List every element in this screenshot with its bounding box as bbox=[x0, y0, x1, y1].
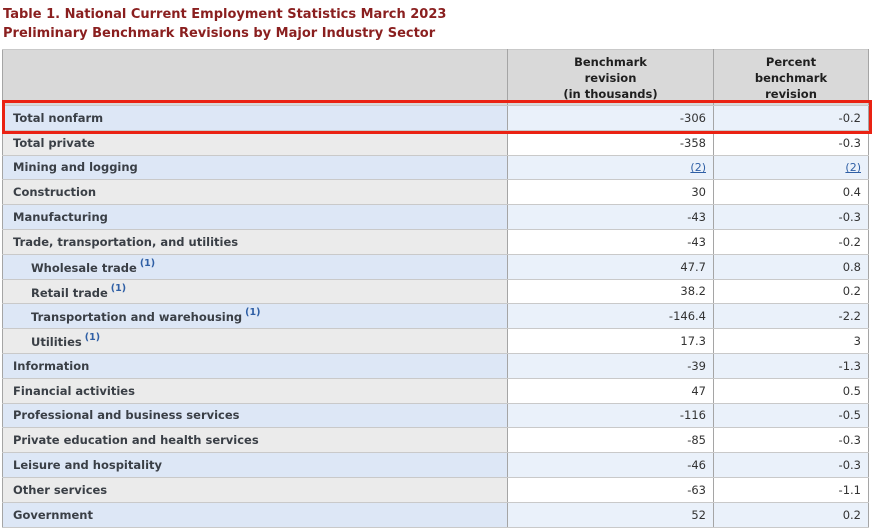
footnote-2-link[interactable]: (2) bbox=[690, 161, 706, 175]
industry-label-cell bbox=[3, 378, 508, 403]
footnote-1-link[interactable]: (1) bbox=[84, 332, 101, 344]
percent-revision-value: -0.3 bbox=[838, 210, 861, 225]
benchmark-revision-cell bbox=[508, 130, 714, 155]
benchmark-revision-cell bbox=[508, 304, 714, 329]
footnote-1-link[interactable]: (1) bbox=[139, 257, 156, 269]
percent-revision-cell bbox=[714, 254, 869, 279]
percent-revision-value: -0.2 bbox=[838, 110, 861, 125]
percent-revision-cell bbox=[714, 180, 869, 205]
benchmark-revision-cell bbox=[508, 329, 714, 354]
benchmark-revision-value: -358 bbox=[679, 135, 706, 150]
table-row bbox=[3, 155, 869, 180]
percent-revision-cell bbox=[714, 229, 869, 254]
stub-column-header bbox=[3, 50, 508, 106]
percent-revision-cell bbox=[714, 130, 869, 155]
percent-revision-cell bbox=[714, 428, 869, 453]
table-row bbox=[3, 353, 869, 378]
table-row bbox=[3, 403, 869, 428]
percent-revision-cell bbox=[714, 279, 869, 304]
table-row bbox=[3, 304, 869, 329]
percent-revision-value: -0.3 bbox=[838, 433, 861, 448]
benchmark-revision-value: 17.3 bbox=[680, 334, 706, 349]
header-line: Percent bbox=[765, 54, 817, 69]
table-title-line1: Table 1. National Current Employment Statistics March 2023 bbox=[3, 7, 447, 22]
industry-label-cell bbox=[3, 180, 508, 205]
benchmark-revision-cell bbox=[508, 106, 714, 131]
benchmark-revision-cell bbox=[508, 254, 714, 279]
table-title-block bbox=[3, 5, 875, 43]
benchmark-revision-value: 52 bbox=[691, 507, 706, 522]
benchmark-revision-value: 47.7 bbox=[680, 259, 706, 274]
benchmark-revision-cell bbox=[508, 353, 714, 378]
benchmark-revision-value: -146.4 bbox=[668, 309, 706, 324]
percent-revision-value: -0.2 bbox=[838, 234, 861, 249]
benchmark-revision-cell bbox=[508, 403, 714, 428]
industry-label: Wholesale trade bbox=[31, 260, 137, 275]
employment-statistics-table bbox=[2, 49, 869, 528]
industry-label-cell bbox=[3, 329, 508, 354]
industry-label: Retail trade bbox=[31, 285, 108, 300]
table-body bbox=[3, 106, 869, 528]
benchmark-revision-cell bbox=[508, 205, 714, 230]
benchmark-revision-value: -43 bbox=[687, 210, 706, 225]
industry-label: Construction bbox=[13, 185, 97, 200]
header-line: revision bbox=[765, 86, 817, 101]
benchmark-revision-cell bbox=[508, 180, 714, 205]
table-row bbox=[3, 205, 869, 230]
percent-revision-cell bbox=[714, 477, 869, 502]
percent-revision-cell bbox=[714, 353, 869, 378]
footnote-1-link[interactable]: (1) bbox=[110, 282, 127, 294]
percent-revision-value: 0.2 bbox=[842, 507, 861, 522]
benchmark-revision-column-header bbox=[508, 50, 714, 106]
percent-revision-value: -1.1 bbox=[838, 482, 861, 497]
industry-label-cell bbox=[3, 428, 508, 453]
benchmark-revision-value: 38.2 bbox=[680, 284, 706, 299]
table-row bbox=[3, 477, 869, 502]
header-line: (in thousands) bbox=[563, 86, 658, 101]
table-title-line2: Preliminary Benchmark Revisions by Major Industry Sector bbox=[3, 26, 436, 41]
percent-revision-cell bbox=[714, 205, 869, 230]
percent-revision-cell bbox=[714, 329, 869, 354]
benchmark-revision-value: -85 bbox=[687, 433, 706, 448]
table-row bbox=[3, 254, 869, 279]
benchmark-revision-value: -306 bbox=[679, 110, 706, 125]
percent-revision-value: -0.3 bbox=[838, 135, 861, 150]
benchmark-revision-value: -43 bbox=[687, 234, 706, 249]
industry-label: Private education and health services bbox=[13, 433, 259, 448]
benchmark-revision-value: 30 bbox=[691, 185, 706, 200]
industry-label: Leisure and hospitality bbox=[13, 458, 163, 473]
table-row bbox=[3, 428, 869, 453]
percent-revision-value: 0.2 bbox=[842, 284, 861, 299]
table-row bbox=[3, 378, 869, 403]
percent-revision-cell bbox=[714, 453, 869, 478]
industry-label: Financial activities bbox=[13, 383, 135, 398]
percent-revision-value: -0.3 bbox=[838, 458, 861, 473]
industry-label-cell bbox=[3, 279, 508, 304]
industry-label-cell bbox=[3, 155, 508, 180]
table-row bbox=[3, 180, 869, 205]
percent-revision-cell bbox=[714, 502, 869, 527]
benchmark-revision-value: -39 bbox=[687, 358, 706, 373]
industry-label: Total nonfarm bbox=[13, 110, 104, 125]
header-line: Benchmark bbox=[574, 54, 647, 69]
percent-revision-value: -2.2 bbox=[838, 309, 861, 324]
table-row bbox=[3, 130, 869, 155]
percent-benchmark-revision-column-header bbox=[714, 50, 869, 106]
percent-revision-value: 3 bbox=[853, 334, 861, 349]
industry-label: Manufacturing bbox=[13, 210, 108, 225]
benchmark-revision-value: -116 bbox=[679, 408, 706, 423]
industry-label-cell bbox=[3, 453, 508, 478]
percent-revision-value: 0.4 bbox=[842, 185, 861, 200]
benchmark-revision-value: 47 bbox=[691, 383, 706, 398]
industry-label-cell bbox=[3, 229, 508, 254]
industry-label-cell bbox=[3, 353, 508, 378]
benchmark-revision-cell bbox=[508, 378, 714, 403]
percent-revision-value: -1.3 bbox=[838, 358, 861, 373]
benchmark-revision-cell bbox=[508, 155, 714, 180]
industry-label: Professional and business services bbox=[13, 408, 240, 423]
industry-label-cell bbox=[3, 106, 508, 131]
industry-label: Total private bbox=[13, 135, 95, 150]
table-row bbox=[3, 106, 869, 131]
percent-revision-value: 0.5 bbox=[842, 383, 861, 398]
percent-revision-cell bbox=[714, 304, 869, 329]
industry-label: Utilities bbox=[31, 334, 82, 349]
industry-label: Mining and logging bbox=[13, 160, 138, 175]
industry-label: Government bbox=[13, 507, 93, 522]
industry-label-cell bbox=[3, 304, 508, 329]
header-line: revision bbox=[584, 70, 637, 85]
industry-label-cell bbox=[3, 502, 508, 527]
benchmark-revision-cell bbox=[508, 453, 714, 478]
benchmark-revision-cell bbox=[508, 428, 714, 453]
percent-revision-value: -0.5 bbox=[838, 408, 861, 423]
industry-label-cell bbox=[3, 254, 508, 279]
industry-label-cell bbox=[3, 403, 508, 428]
benchmark-revision-cell bbox=[508, 229, 714, 254]
table-row bbox=[3, 453, 869, 478]
benchmark-revision-value: -63 bbox=[687, 482, 706, 497]
industry-label-cell bbox=[3, 205, 508, 230]
table-row bbox=[3, 329, 869, 354]
table-row bbox=[3, 279, 869, 304]
industry-label: Trade, transportation, and utilities bbox=[13, 234, 239, 249]
table-row bbox=[3, 502, 869, 527]
benchmark-revision-cell bbox=[508, 502, 714, 527]
footnote-1-link[interactable]: (1) bbox=[245, 307, 261, 319]
benchmark-revision-value: -46 bbox=[687, 458, 706, 473]
percent-revision-cell bbox=[714, 403, 869, 428]
percent-revision-cell bbox=[714, 155, 869, 180]
industry-label: Transportation and warehousing bbox=[31, 310, 243, 325]
header-line: benchmark bbox=[754, 70, 828, 85]
table-row bbox=[3, 229, 869, 254]
industry-label-cell bbox=[3, 130, 508, 155]
table-header bbox=[3, 50, 869, 106]
industry-label: Other services bbox=[13, 482, 108, 497]
benchmark-revision-cell bbox=[508, 279, 714, 304]
percent-revision-value: 0.8 bbox=[842, 259, 861, 274]
benchmark-revision-cell bbox=[508, 477, 714, 502]
footnote-2-link[interactable]: (2) bbox=[845, 161, 861, 175]
industry-label: Information bbox=[13, 358, 90, 373]
statistics-table-wrapper bbox=[2, 49, 868, 528]
percent-revision-cell bbox=[714, 378, 869, 403]
percent-revision-cell bbox=[714, 106, 869, 131]
industry-label-cell bbox=[3, 477, 508, 502]
